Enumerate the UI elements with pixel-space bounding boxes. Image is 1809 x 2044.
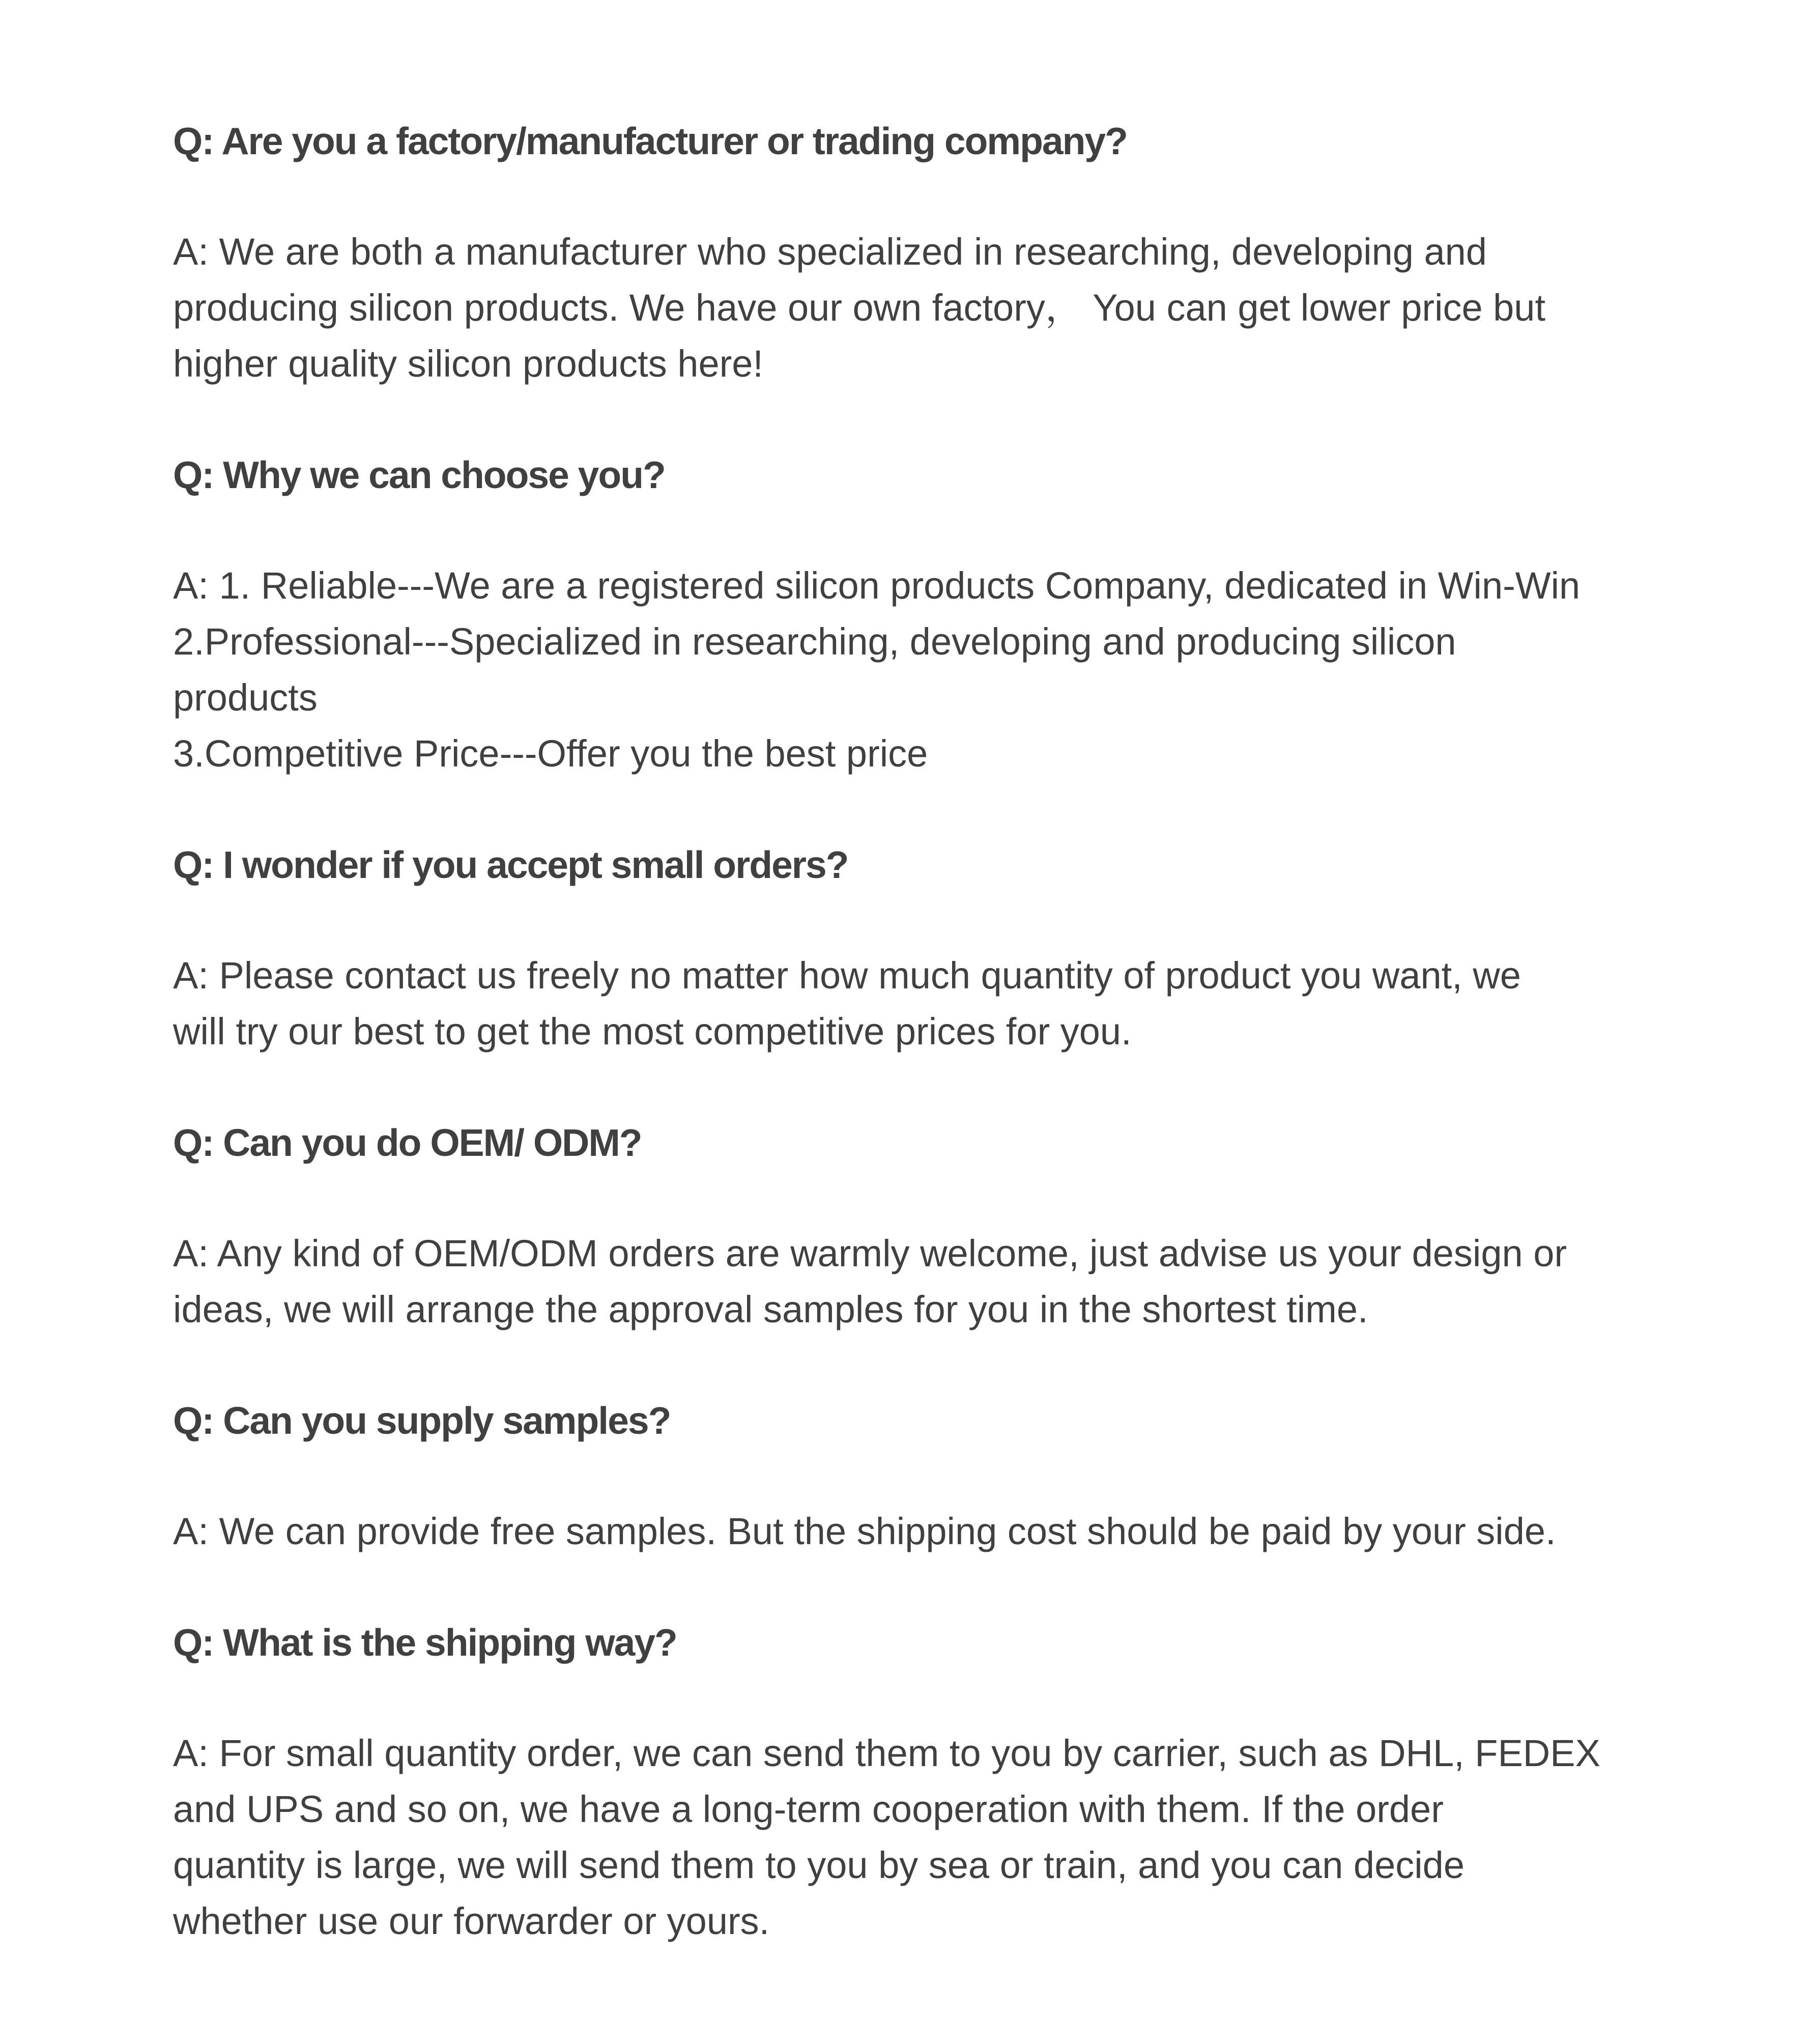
- faq-answer-oem-odm: [173, 1226, 1567, 1338]
- answer-line: and UPS and so on, we have a long-term cooperation with them. If the order: [173, 1788, 1444, 1830]
- answer-line: producing silicon products. We have our own factory， You can get lower price but: [173, 287, 1546, 329]
- answer-line: higher quality silicon products here!: [173, 343, 763, 385]
- answer-line: will try our best to get the most competitive prices for you.: [173, 1010, 1132, 1053]
- answer-line: whether use our forwarder or yours.: [173, 1900, 770, 1942]
- faq-question-small-orders: Q: I wonder if you accept small orders?: [173, 843, 848, 886]
- answer-line: A: We are both a manufacturer who specialized in researching, developing and: [173, 231, 1487, 273]
- answer-line: A: 1. Reliable---We are a registered silicon products Company, dedicated in Win-Win: [173, 564, 1581, 607]
- faq-answer-factory: [173, 224, 1545, 392]
- faq-question-factory: Q: Are you a factory/manufacturer or trading company?: [173, 120, 1127, 162]
- faq-answer-shipping: [173, 1725, 1600, 1949]
- answer-line: quantity is large, we will send them to you by sea or train, and you can decide: [173, 1844, 1465, 1886]
- answer-line: ideas, we will arrange the approval samples for you in the shortest time.: [173, 1288, 1368, 1330]
- answer-line: A: Please contact us freely no matter how much quantity of product you want, we: [173, 954, 1521, 997]
- answer-line: 2.Professional---Specialized in researching, developing and producing silicon: [173, 620, 1456, 663]
- faq-answer-samples: [173, 1503, 1556, 1559]
- answer-line: 3.Competitive Price---Offer you the best price: [173, 732, 928, 775]
- answer-line: A: Any kind of OEM/ODM orders are warmly welcome, just advise us your design or: [173, 1232, 1567, 1274]
- answer-line: A: We can provide free samples. But the shipping cost should be paid by your side.: [173, 1510, 1556, 1552]
- faq-answer-why-choose: [173, 558, 1580, 782]
- faq-answer-small-orders: [173, 948, 1521, 1060]
- answer-line: products: [173, 676, 318, 719]
- faq-question-samples: Q: Can you supply samples?: [173, 1399, 671, 1442]
- faq-question-why-choose: Q: Why we can choose you?: [173, 453, 665, 496]
- faq-question-oem-odm: Q: Can you do OEM/ ODM?: [173, 1121, 642, 1164]
- answer-line: A: For small quantity order, we can send them to you by carrier, such as DHL, FEDEX: [173, 1732, 1600, 1774]
- faq-question-shipping: Q: What is the shipping way?: [173, 1621, 677, 1664]
